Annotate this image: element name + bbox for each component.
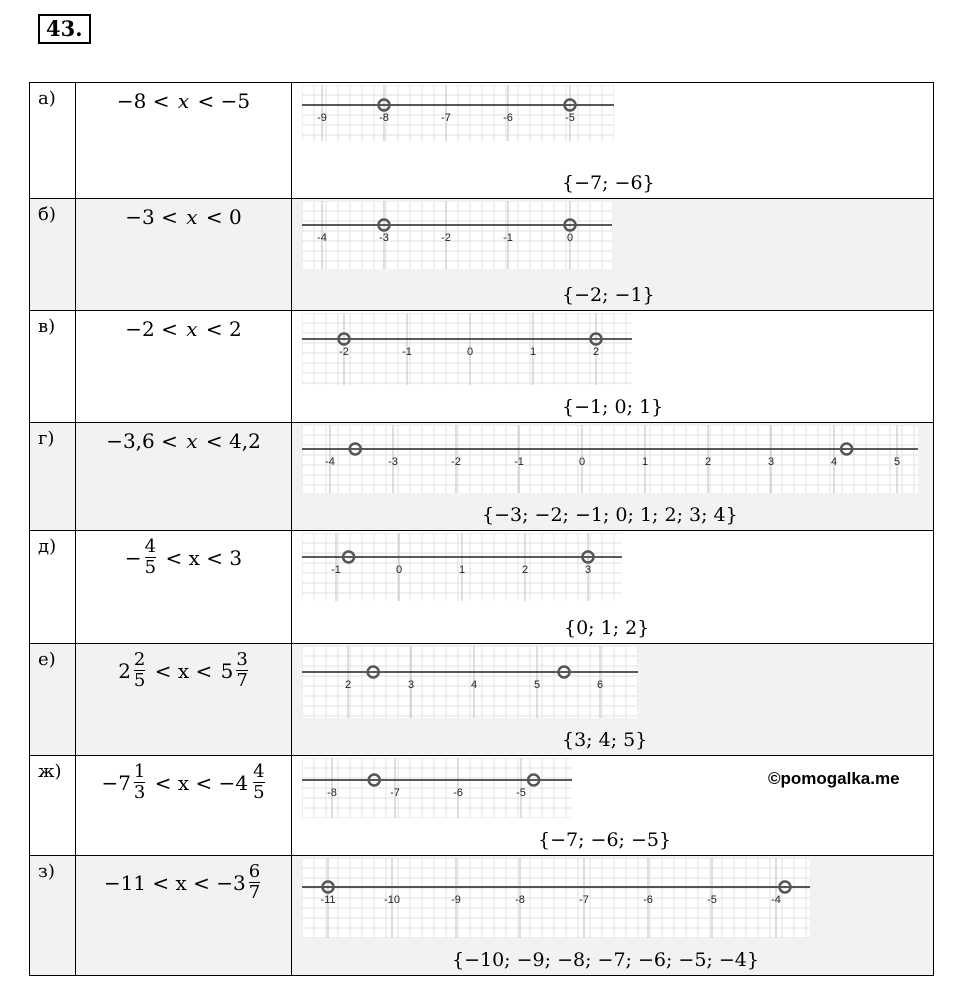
tick-label: -6 xyxy=(643,894,653,906)
answer-set: {0; 1; 2} xyxy=(564,617,650,639)
inequality-prefix: −11 < x < −3 xyxy=(103,870,246,895)
denominator: 5 xyxy=(253,782,265,803)
tick-label: -6 xyxy=(503,112,513,124)
tick-label: -11 xyxy=(320,894,336,906)
tick-label: -7 xyxy=(441,112,451,124)
number-line-plot xyxy=(302,758,572,818)
answer-set: {−7; −6} xyxy=(562,172,655,194)
inequality-middle: < x < −4 xyxy=(148,770,249,795)
mixed-int-a: 2 xyxy=(118,658,131,683)
fraction xyxy=(145,537,156,578)
fraction-b xyxy=(236,650,247,691)
mixed-int-a: −7 xyxy=(101,770,131,795)
letter-cell xyxy=(30,199,76,311)
tick-label: -9 xyxy=(317,112,327,124)
tick-label: 2 xyxy=(344,679,352,691)
item-letter: г) xyxy=(38,428,55,449)
tick-label: -3 xyxy=(388,456,398,468)
table-row xyxy=(30,531,934,644)
numerator: 4 xyxy=(253,761,265,782)
letter-cell xyxy=(30,756,76,856)
tick-label: 0 xyxy=(395,564,403,576)
inequality-part: −8 < xyxy=(116,89,176,113)
numerator: 2 xyxy=(133,649,146,670)
tick-label: -7 xyxy=(579,894,589,906)
inequality-cell xyxy=(76,856,292,976)
item-letter: ж) xyxy=(38,761,62,782)
inequality-part: x xyxy=(186,429,198,453)
tick-label: 2 xyxy=(592,346,600,358)
tick-label: 0 xyxy=(466,346,474,358)
inequality xyxy=(76,756,291,803)
tick-label: -8 xyxy=(327,787,337,799)
numerator: 1 xyxy=(133,761,146,782)
inequality-middle: < x < xyxy=(148,658,219,683)
table-row xyxy=(30,311,934,423)
inequality-suffix: < x < 3 xyxy=(159,545,243,570)
number-line-plot xyxy=(302,533,622,601)
number-line-cell xyxy=(292,856,934,976)
tick-label: -2 xyxy=(441,232,451,244)
number-line-cell xyxy=(292,531,934,644)
letter-cell xyxy=(30,423,76,531)
table-row xyxy=(30,423,934,531)
tick-label: -4 xyxy=(771,894,781,906)
tick-label: -2 xyxy=(339,346,349,358)
tick-label: 1 xyxy=(529,346,537,358)
answer-set: {3; 4; 5} xyxy=(562,729,648,751)
inequality-cell xyxy=(76,423,292,531)
tick-label: 3 xyxy=(584,564,592,576)
tick-label: -10 xyxy=(384,894,400,906)
inequality xyxy=(76,423,291,453)
answer-set: {−2; −1} xyxy=(562,284,655,306)
watermark: ©pomogalka.me xyxy=(768,769,900,788)
solutions-table xyxy=(29,82,934,976)
number-line-plot xyxy=(302,85,614,141)
inequality-part: < 4,2 xyxy=(199,429,261,453)
number-line-cell xyxy=(292,199,934,311)
tick-label: 3 xyxy=(407,679,415,691)
table-row xyxy=(30,644,934,756)
tick-label: 3 xyxy=(767,456,775,468)
answer-set: {−3; −2; −1; 0; 1; 2; 3; 4} xyxy=(482,504,738,526)
table-row xyxy=(30,856,934,976)
inequality-prefix: − xyxy=(124,545,142,570)
inequality-part: x xyxy=(186,205,198,229)
tick-label: -6 xyxy=(453,787,463,799)
number-line-cell xyxy=(292,423,934,531)
tick-label: -9 xyxy=(451,894,461,906)
numerator: 4 xyxy=(144,536,157,557)
number-line-plot xyxy=(302,313,632,385)
inequality-part: x xyxy=(186,317,198,341)
inequality-cell xyxy=(76,531,292,644)
inequality xyxy=(76,311,291,341)
fraction-b xyxy=(253,762,264,803)
letter-cell xyxy=(30,83,76,199)
letter-cell xyxy=(30,531,76,644)
number-line-plot xyxy=(302,858,810,938)
numerator: 6 xyxy=(248,861,261,882)
inequality xyxy=(76,531,291,578)
number-line-plot xyxy=(302,646,638,718)
denominator: 5 xyxy=(144,557,157,578)
inequality xyxy=(76,856,291,903)
denominator: 5 xyxy=(133,670,146,691)
number-line-cell xyxy=(292,83,934,199)
denominator: 7 xyxy=(236,670,248,691)
tick-label: 4 xyxy=(830,456,838,468)
inequality-part: < −5 xyxy=(191,89,251,113)
item-letter: б) xyxy=(38,204,56,225)
tick-label: 1 xyxy=(458,564,466,576)
tick-label: -5 xyxy=(565,112,575,124)
number-line-cell xyxy=(292,311,934,423)
inequality xyxy=(76,644,291,691)
item-letter: д) xyxy=(38,536,57,557)
inequality-cell xyxy=(76,756,292,856)
table-row xyxy=(30,199,934,311)
tick-label: -4 xyxy=(325,456,335,468)
tick-label: -1 xyxy=(402,346,412,358)
inequality-cell xyxy=(76,644,292,756)
inequality xyxy=(76,83,291,113)
inequality-part: < 0 xyxy=(199,205,242,229)
number-line-plot xyxy=(302,201,612,269)
answer-set: {−10; −9; −8; −7; −6; −5; −4} xyxy=(452,949,759,971)
item-letter: е) xyxy=(38,649,56,670)
inequality-part: −3 < xyxy=(125,205,185,229)
tick-label: -4 xyxy=(317,232,327,244)
letter-cell xyxy=(30,311,76,423)
inequality-cell xyxy=(76,199,292,311)
inequality-part: −3,6 < xyxy=(106,429,185,453)
denominator: 3 xyxy=(133,782,146,803)
tick-label: -1 xyxy=(514,456,524,468)
inequality-part: −2 < xyxy=(125,317,185,341)
fraction-a xyxy=(134,762,145,803)
letter-cell xyxy=(30,856,76,976)
answer-set: {−1; 0; 1} xyxy=(562,396,664,418)
tick-label: 5 xyxy=(533,679,541,691)
tick-label: -5 xyxy=(707,894,717,906)
tick-label: 0 xyxy=(578,456,586,468)
inequality-cell xyxy=(76,83,292,199)
inequality-part: x xyxy=(177,89,190,113)
mixed-int-b: 5 xyxy=(220,658,234,683)
item-letter: з) xyxy=(38,861,55,882)
letter-cell xyxy=(30,644,76,756)
tick-label: -3 xyxy=(379,232,389,244)
tick-label: 4 xyxy=(470,679,478,691)
denominator: 7 xyxy=(248,882,261,903)
tick-label: -7 xyxy=(390,787,400,799)
tick-label: 1 xyxy=(641,456,649,468)
inequality-part: < 2 xyxy=(199,317,242,341)
tick-label: 2 xyxy=(521,564,529,576)
item-letter: в) xyxy=(38,316,56,337)
tick-label: 6 xyxy=(596,679,604,691)
table-row xyxy=(30,83,934,199)
tick-label: -8 xyxy=(515,894,525,906)
tick-label: -8 xyxy=(379,112,389,124)
fraction xyxy=(249,862,260,903)
tick-label: 0 xyxy=(566,232,574,244)
tick-label: 5 xyxy=(893,456,901,468)
number-line-plot xyxy=(302,425,918,493)
number-line-cell xyxy=(292,644,934,756)
numerator: 3 xyxy=(236,649,248,670)
tick-label: -5 xyxy=(516,787,526,799)
fraction-a xyxy=(134,650,145,691)
answer-set: {−7; −6; −5} xyxy=(538,829,672,851)
item-letter: а) xyxy=(38,88,56,109)
tick-label: -1 xyxy=(503,232,513,244)
inequality-cell xyxy=(76,311,292,423)
inequality xyxy=(76,199,291,229)
tick-label: -2 xyxy=(451,456,461,468)
tick-label: -1 xyxy=(331,564,341,576)
tick-label: 2 xyxy=(704,456,712,468)
problem-number: 43. xyxy=(38,14,91,44)
